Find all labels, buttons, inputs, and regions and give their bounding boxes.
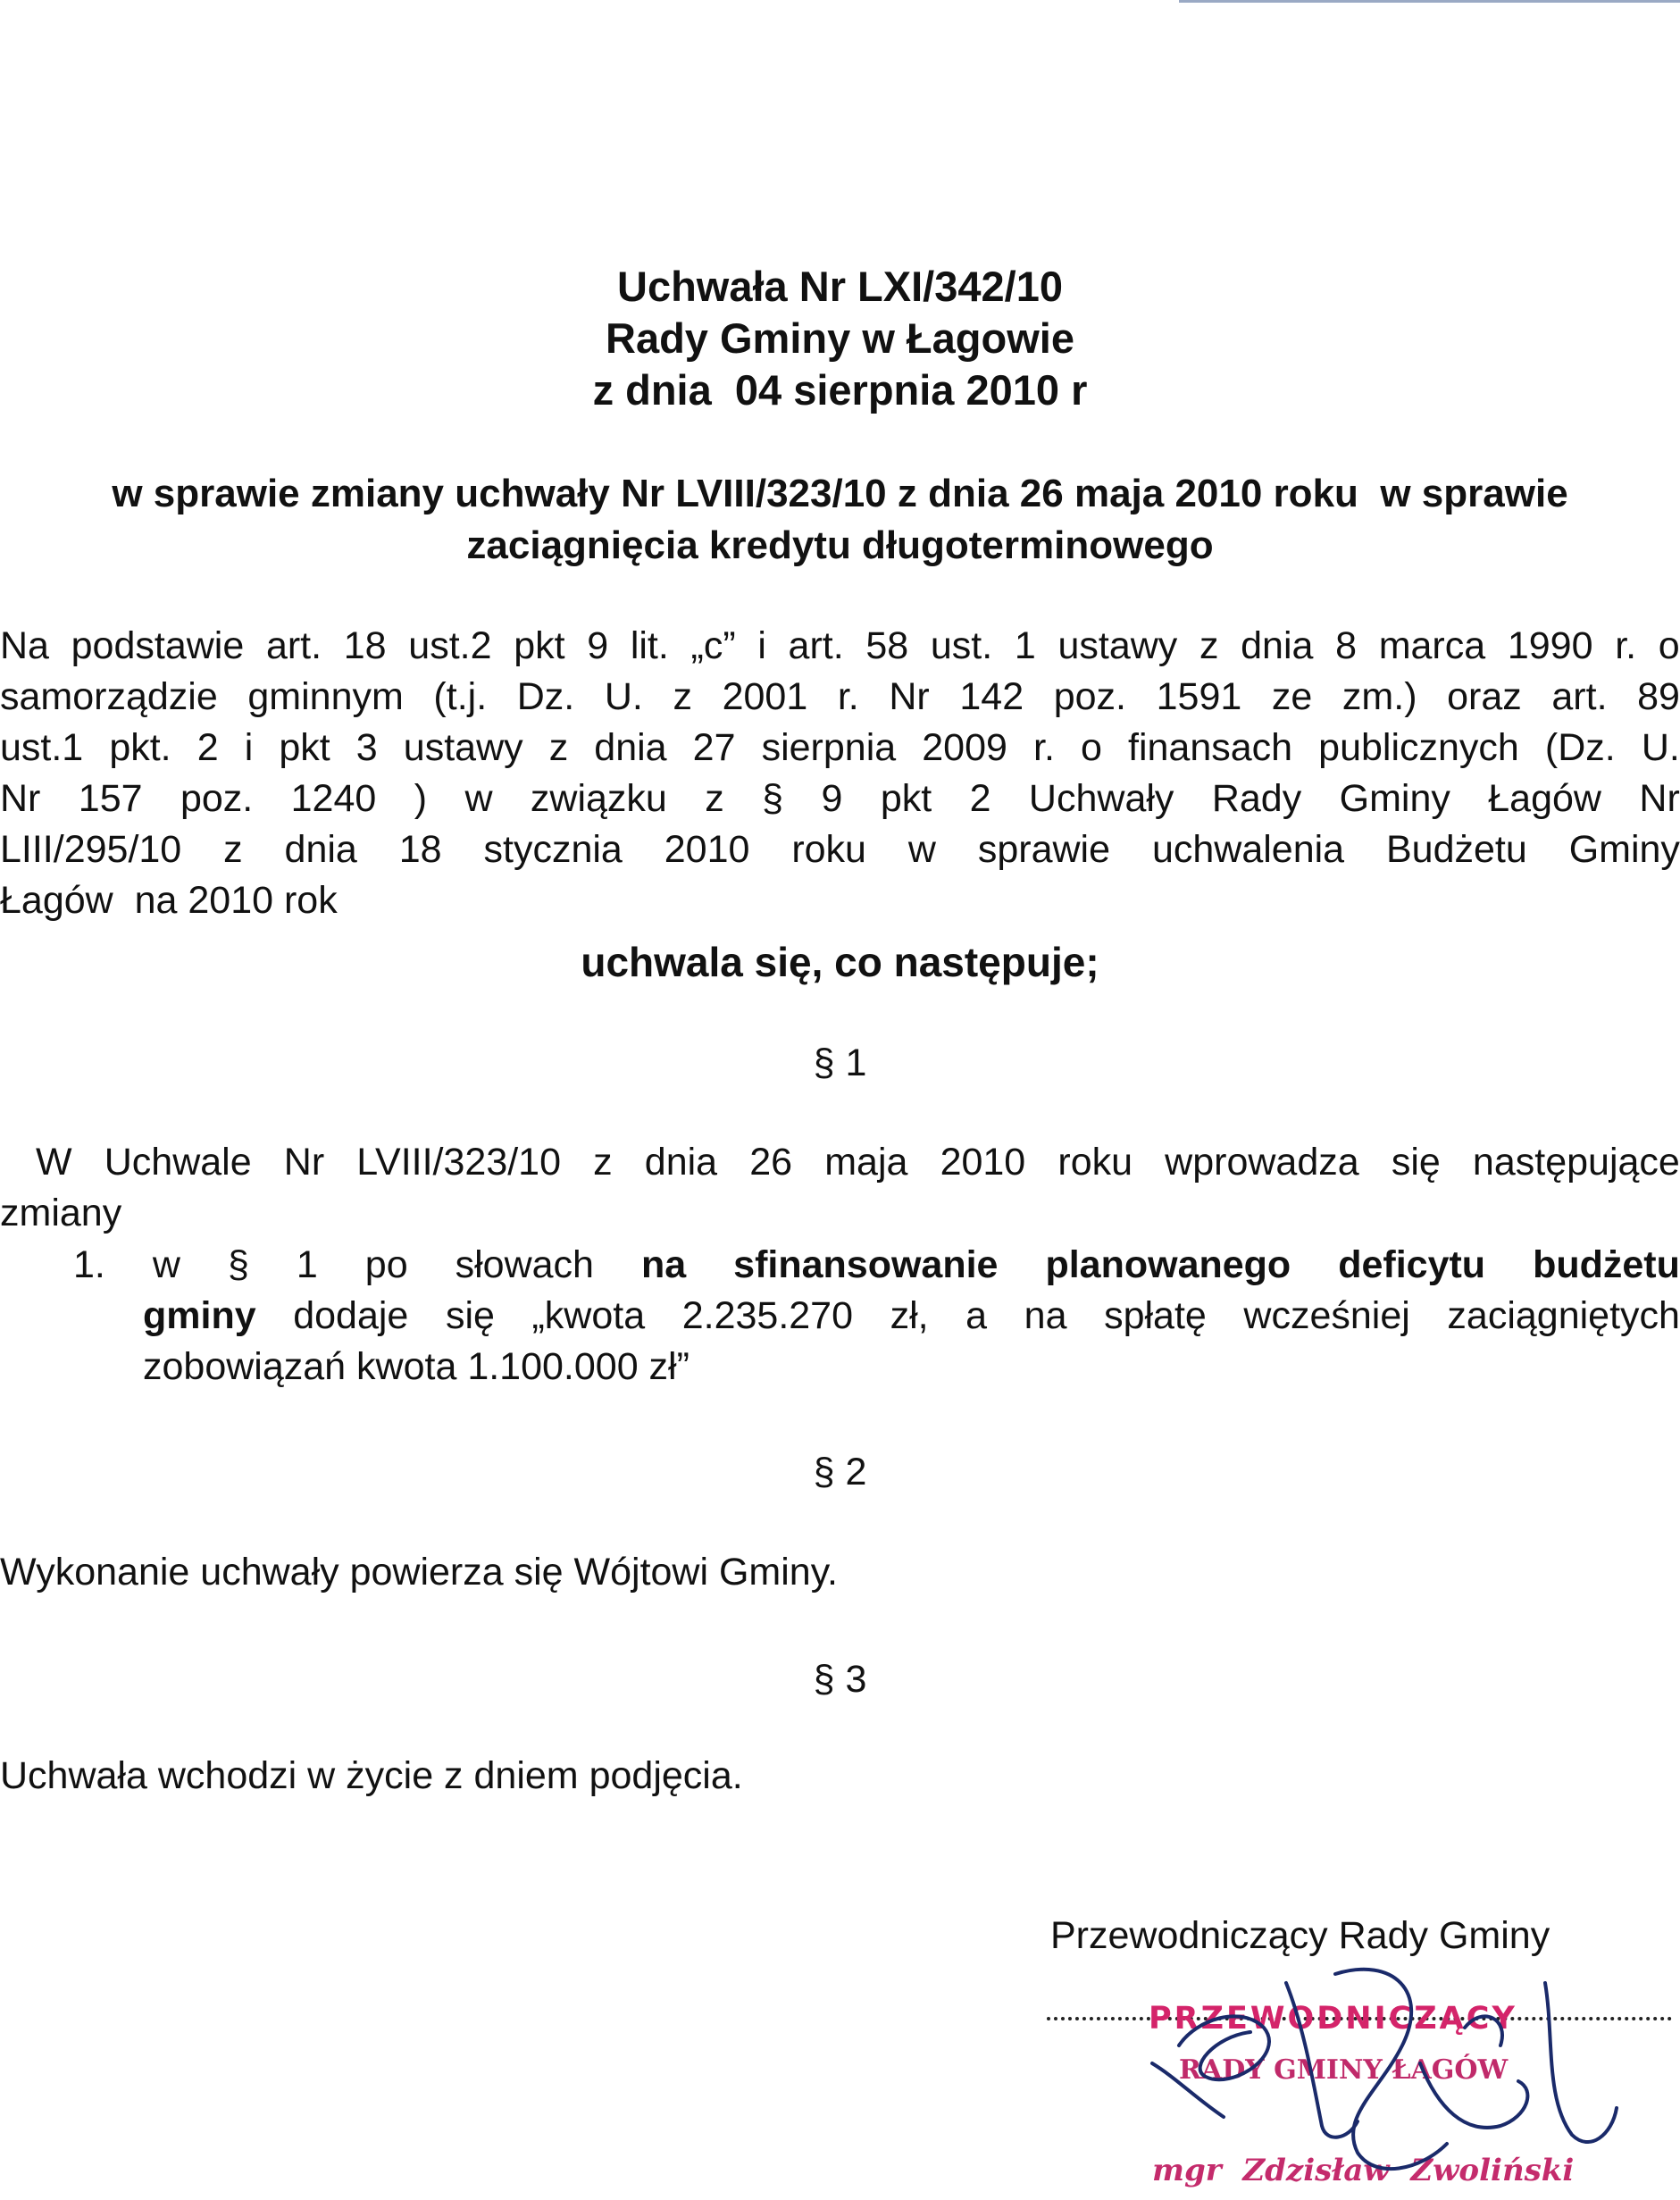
section-2-text: Wykonanie uchwały powierza się Wójtowi Gminy. <box>0 1551 838 1594</box>
legal-basis-word: ust.1 <box>0 726 84 769</box>
list-line-2-word: się <box>445 1294 495 1337</box>
resolution-number: Uchwała Nr LXI/342/10 <box>617 263 1063 310</box>
section-1-intro-text: zmiany <box>0 1192 122 1234</box>
section-1-intro-line <box>0 1137 1680 1188</box>
section-1-intro-word: LVIII/323/10 <box>356 1141 562 1184</box>
legal-basis-word: 89 <box>1637 675 1680 718</box>
scan-edge-line <box>1179 0 1680 3</box>
legal-basis-word: podstawie <box>71 624 245 667</box>
legal-basis-word: ust.2 <box>408 624 492 667</box>
legal-basis-word: Na <box>0 624 49 667</box>
section-1-intro-word: maja <box>824 1141 908 1184</box>
section-2-mark: § 2 <box>813 1451 867 1493</box>
list-line-2-word: na <box>1024 1294 1067 1337</box>
legal-basis-word: art. <box>1551 675 1608 718</box>
list-line-1-bold-word: budżetu <box>1533 1243 1680 1286</box>
legal-basis-word: 142 <box>959 675 1024 718</box>
legal-basis-word: 1591 <box>1156 675 1242 718</box>
handwritten-signature <box>1125 1920 1626 2197</box>
legal-basis-line <box>0 824 1680 875</box>
legal-basis-word: dnia <box>284 828 357 871</box>
legal-basis-word: i <box>757 624 766 667</box>
list-line-2-word: 2.235.270 <box>681 1294 854 1337</box>
legal-basis-word: 3 <box>355 726 378 769</box>
resolution-subject <box>0 468 1680 572</box>
legal-basis-word: U. <box>1641 726 1680 769</box>
legal-basis-word: oraz <box>1447 675 1522 718</box>
list-line-1-bold-word: deficytu <box>1338 1243 1486 1286</box>
list-line-1-bold-word: na <box>640 1243 687 1286</box>
list-line-1-bold-word: planowanego <box>1045 1243 1291 1286</box>
list-line-2-word: a <box>965 1294 988 1337</box>
legal-basis-word: r. <box>1033 726 1055 769</box>
legal-basis-word: publicznych <box>1318 726 1519 769</box>
legal-basis-word: 8 <box>1335 624 1358 667</box>
list-line-2-word: wcześniej <box>1243 1294 1410 1337</box>
legal-basis-word: Rady <box>1211 777 1302 820</box>
legal-basis-word: 18 <box>398 828 442 871</box>
legal-basis-line <box>0 672 1680 723</box>
section-1-intro-word: roku <box>1057 1141 1133 1184</box>
section-3-mark: § 3 <box>813 1658 867 1701</box>
list-line-2-word: „kwota <box>531 1294 646 1337</box>
legal-basis-word: lit. <box>630 624 669 667</box>
list-line-1-word: słowach <box>455 1243 594 1286</box>
legal-basis-word: 1 <box>1014 624 1036 667</box>
section-1-intro-word: 2010 <box>940 1141 1026 1184</box>
legal-basis-line <box>0 723 1680 774</box>
list-line-1-bold-word: sfinansowanie <box>733 1243 999 1286</box>
section-1-intro-line <box>0 1188 1680 1239</box>
legal-basis-word: ze <box>1271 675 1313 718</box>
legal-basis-word: o <box>1081 726 1102 769</box>
legal-basis-word: (Dz. <box>1544 726 1616 769</box>
legal-basis-word: Budżetu <box>1386 828 1527 871</box>
legal-basis-word: w <box>907 828 936 871</box>
list-line-1 <box>0 1240 1680 1291</box>
legal-basis-word: 2001 <box>722 675 808 718</box>
legal-basis-word: 2009 <box>922 726 1007 769</box>
legal-basis-word: w <box>464 777 493 820</box>
legal-basis-word: pkt <box>514 624 565 667</box>
stamp-council: RADY GMINY ŁAGÓW <box>1179 2054 1509 2086</box>
legal-basis-word: Nr <box>1639 777 1680 820</box>
legal-basis-line: Łagów na 2010 rok <box>0 879 338 922</box>
subject-line-1: w sprawie zmiany uchwały Nr LVIII/323/10 z dnia 26 maja 2010 roku w sprawie <box>112 472 1568 515</box>
legal-basis-word: zm.) <box>1341 675 1417 718</box>
legal-basis-word: sprawie <box>977 828 1111 871</box>
section-1-intro <box>0 1137 1680 1239</box>
legal-basis-word: art. <box>265 624 322 667</box>
legal-basis-word: Nr <box>889 675 930 718</box>
section-1-intro-word: Nr <box>283 1141 325 1184</box>
legal-basis-word: z <box>705 777 724 820</box>
section-1-intro-word: następujące <box>1472 1141 1680 1184</box>
legal-basis-word: 157 <box>78 777 143 820</box>
list-line-3 <box>0 1342 1680 1393</box>
legal-basis-word: r. <box>837 675 859 718</box>
legal-basis-word: Dz. <box>516 675 575 718</box>
legal-basis-word: 1990 <box>1507 624 1593 667</box>
resolution-date: z dnia 04 sierpnia 2010 r <box>592 366 1088 414</box>
list-line-1-word: w <box>152 1243 180 1286</box>
legal-basis-word: (t.j. <box>433 675 488 718</box>
legal-basis-word: sierpnia <box>761 726 897 769</box>
section-1-intro-word: się <box>1391 1141 1441 1184</box>
legal-basis-word: finansach <box>1128 726 1293 769</box>
list-line-2-word: spłatę <box>1104 1294 1207 1337</box>
legal-basis-word: 2010 <box>664 828 750 871</box>
legal-basis-word: pkt. <box>109 726 171 769</box>
list-line-2-bold-word: gminy <box>143 1294 256 1337</box>
list-line-2-word: zł, <box>890 1294 929 1337</box>
decision-heading: uchwala się, co następuje; <box>581 939 1099 985</box>
section-1-mark: § 1 <box>813 1041 867 1084</box>
legal-basis-word: z <box>1199 624 1219 667</box>
legal-basis-word: o <box>1658 624 1680 667</box>
legal-basis-word: 9 <box>587 624 609 667</box>
section-3-text: Uchwała wchodzi w życie z dniem podjęcia. <box>0 1754 743 1797</box>
list-line-3-text: zobowiązań kwota 1.100.000 zł” <box>143 1345 690 1388</box>
list-line-1-word: po <box>364 1243 408 1286</box>
legal-basis-word: U. <box>604 675 643 718</box>
legal-basis-word: 1240 <box>290 777 377 820</box>
legal-basis-word: „c” <box>690 624 736 667</box>
council-name: Rady Gminy w Łagowie <box>606 314 1074 362</box>
legal-basis-word: art. <box>788 624 844 667</box>
legal-basis-word: dnia <box>594 726 667 769</box>
section-1-intro-word: W <box>36 1141 72 1184</box>
legal-basis-word: pkt <box>279 726 330 769</box>
legal-basis-word: samorządzie <box>0 675 218 718</box>
legal-basis-word: Łagów <box>1488 777 1601 820</box>
list-line-1-word: § <box>227 1243 249 1286</box>
legal-basis-word: ustawy <box>1057 624 1178 667</box>
amendment-list-item <box>0 1240 1680 1393</box>
legal-basis-word: stycznia <box>483 828 623 871</box>
legal-basis-paragraph <box>0 621 1680 926</box>
legal-basis-line <box>0 774 1680 824</box>
legal-basis-word: poz. <box>180 777 254 820</box>
legal-basis-word: z <box>673 675 692 718</box>
stamp-name: mgr Zdzisław Zwoliński <box>1152 2153 1575 2188</box>
legal-basis-word: marca <box>1378 624 1486 667</box>
legal-basis-word: dnia <box>1241 624 1314 667</box>
legal-basis-word: ust. <box>930 624 993 667</box>
legal-basis-word: z <box>548 726 569 769</box>
legal-basis-word: roku <box>791 828 866 871</box>
legal-basis-word: uchwalenia <box>1151 828 1345 871</box>
legal-basis-word: 2 <box>969 777 991 820</box>
legal-basis-word: Nr <box>0 777 41 820</box>
section-1-intro-word: wprowadza <box>1165 1141 1359 1184</box>
legal-basis-word: r. <box>1615 624 1637 667</box>
stamp-title: PRZEWODNICZĄCY <box>1149 2001 1517 2037</box>
legal-basis-word: LIII/295/10 <box>0 828 182 871</box>
legal-basis-word: i <box>244 726 254 769</box>
legal-basis-line <box>0 621 1680 672</box>
legal-basis-word: gminnym <box>247 675 404 718</box>
list-line-2 <box>0 1291 1680 1342</box>
list-item-number: 1. <box>73 1243 105 1286</box>
legal-basis-word: pkt <box>880 777 932 820</box>
legal-basis-word: Gminy <box>1339 777 1450 820</box>
legal-basis-word: 9 <box>821 777 843 820</box>
list-line-2-word: zaciągniętych <box>1447 1294 1680 1337</box>
legal-basis-word: 18 <box>343 624 387 667</box>
resolution-header <box>0 261 1680 416</box>
legal-basis-word: 58 <box>865 624 909 667</box>
section-1-intro-word: z <box>593 1141 613 1184</box>
legal-basis-word: § <box>762 777 784 820</box>
legal-basis-word: związku <box>530 777 667 820</box>
legal-basis-word: Gminy <box>1568 828 1680 871</box>
legal-basis-word: ustawy <box>403 726 523 769</box>
legal-basis-word: ) <box>414 777 428 820</box>
subject-line-2: zaciągnięcia kredytu długoterminowego <box>466 523 1214 567</box>
legal-basis-word: poz. <box>1053 675 1126 718</box>
section-1-intro-word: dnia <box>644 1141 718 1184</box>
list-line-1-word: 1 <box>296 1243 318 1286</box>
legal-basis-word: Uchwały <box>1028 777 1174 820</box>
list-line-2-word: dodaje <box>293 1294 409 1337</box>
signature-title: Przewodniczący Rady Gminy <box>1050 1914 1550 1957</box>
legal-basis-word: z <box>223 828 243 871</box>
section-1-intro-word: Uchwale <box>104 1141 252 1184</box>
legal-basis-word: 2 <box>196 726 219 769</box>
section-1-intro-word: 26 <box>749 1141 793 1184</box>
legal-basis-word: 27 <box>692 726 736 769</box>
